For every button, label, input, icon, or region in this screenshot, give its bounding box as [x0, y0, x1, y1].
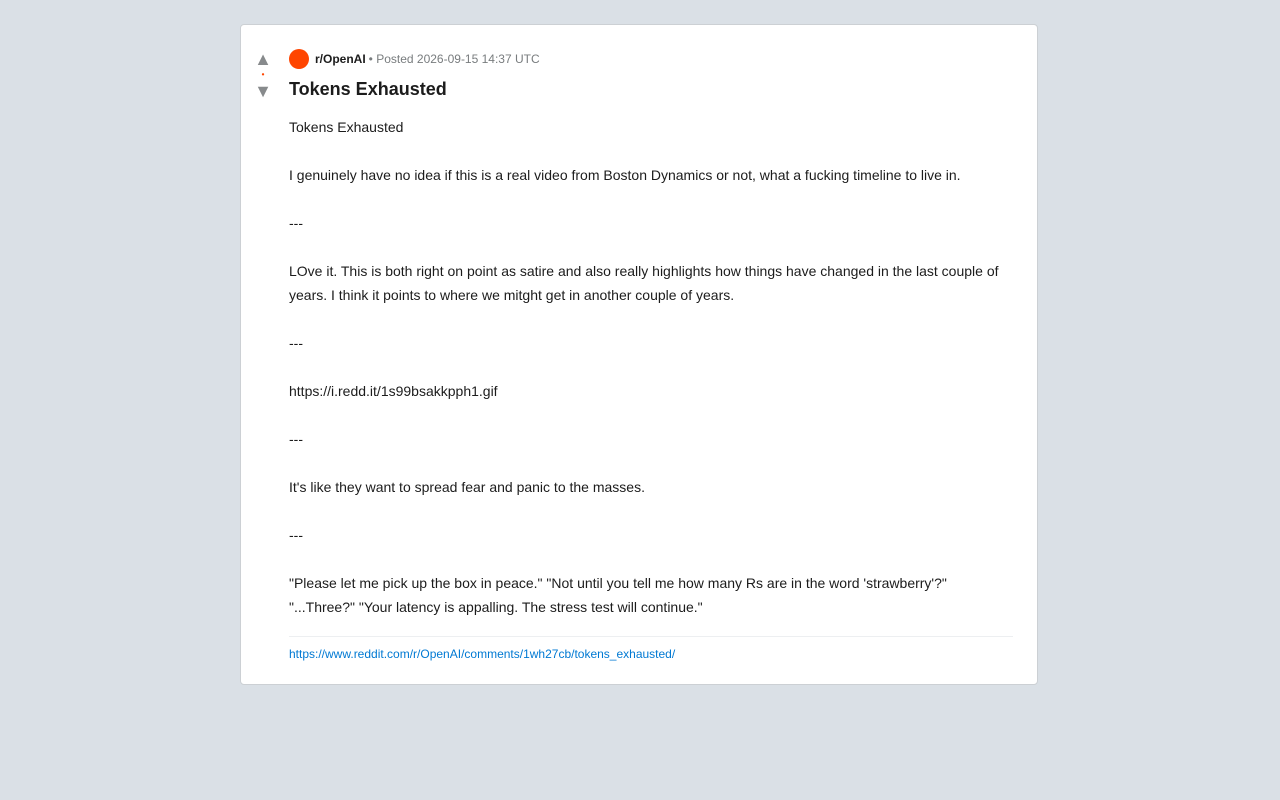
upvote-icon[interactable]: ▲	[254, 49, 272, 69]
post-paragraph: "Please let me pick up the box in peace." "Not until you tell me how many Rs are in the word 'strawberry'?" "...Three?" "Your latency is appalling. The stress test will continue."	[289, 575, 947, 615]
post-paragraph: Tokens Exhausted	[289, 119, 404, 135]
post-paragraph: https://i.redd.it/1s99bsakkpph1.gif	[289, 383, 498, 399]
subreddit-name[interactable]: r/OpenAI	[315, 52, 366, 66]
post-paragraph: ---	[289, 215, 303, 231]
post-paragraph: I genuinely have no idea if this is a real video from Boston Dynamics or not, what a fucking timeline to live in.	[289, 167, 961, 183]
post-paragraph: LOve it. This is both right on point as satire and also really highlights how things have changed in the last couple of years. I think it points to where we mitght get in another couple of years.	[289, 263, 999, 303]
post-paragraph: ---	[289, 335, 303, 351]
post-paragraph: ---	[289, 431, 303, 447]
downvote-icon[interactable]: ▼	[254, 81, 272, 101]
post-footer	[289, 636, 1013, 662]
post-timestamp: • Posted 2026-09-15 14:37 UTC	[368, 52, 540, 66]
post-paragraph: ---	[289, 527, 303, 543]
permalink-link[interactable]: https://www.reddit.com/r/OpenAI/comments/1wh27cb/tokens_exhausted/	[289, 647, 676, 661]
vote-column	[253, 49, 273, 101]
post-card	[240, 24, 1038, 685]
subreddit-icon[interactable]	[289, 49, 309, 69]
post-paragraph: It's like they want to spread fear and panic to the masses.	[289, 479, 645, 495]
post-body	[289, 115, 1013, 619]
vote-score: •	[261, 70, 265, 79]
post-meta	[289, 49, 1013, 69]
post-title[interactable]: Tokens Exhausted	[289, 79, 447, 99]
